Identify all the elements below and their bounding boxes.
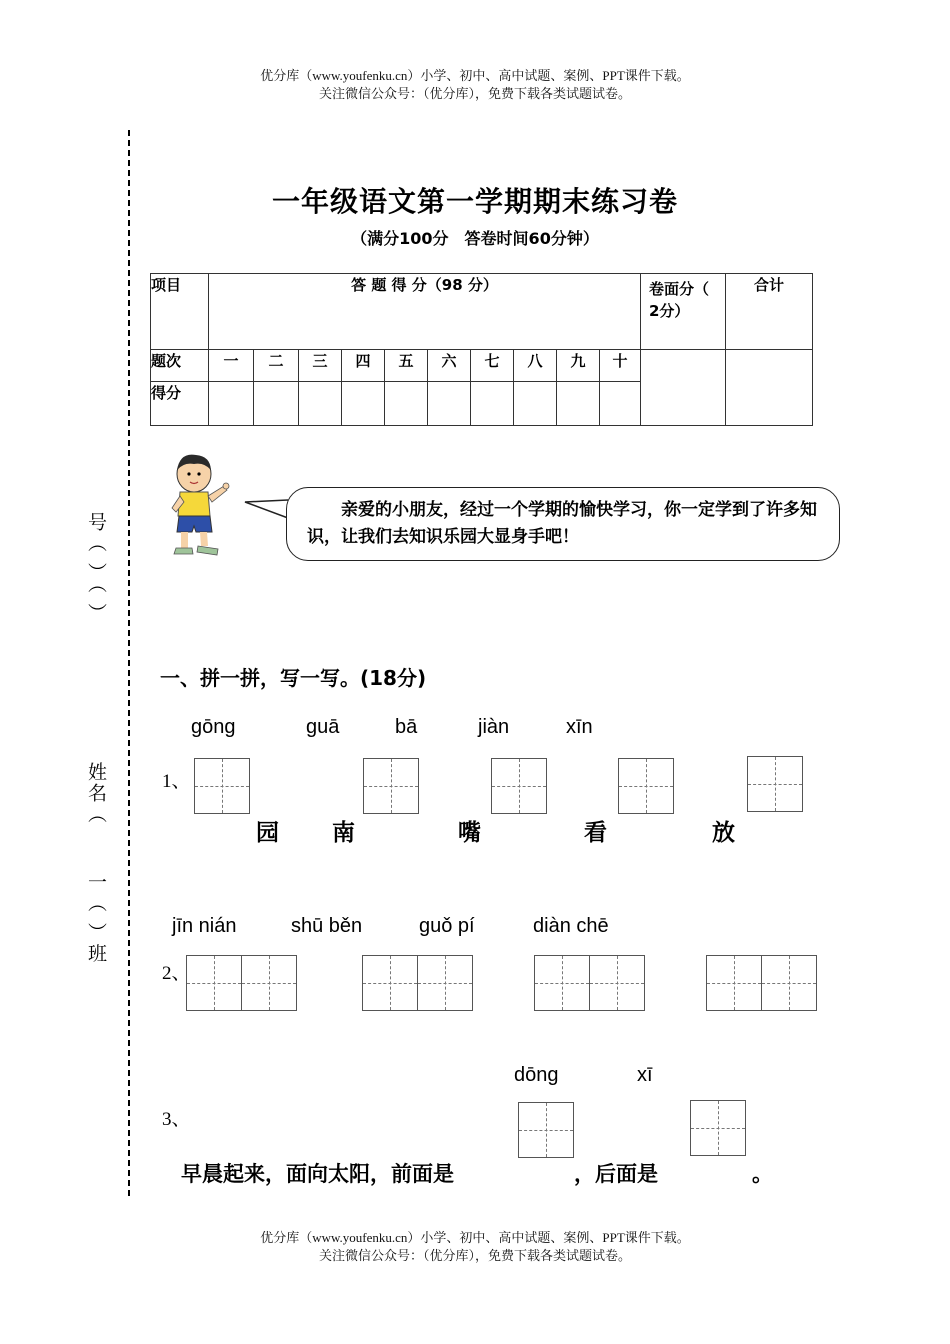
neatness-score-cell[interactable] xyxy=(641,350,726,426)
total-label: 合计 xyxy=(753,276,784,294)
writing-box[interactable] xyxy=(241,955,297,1011)
q3-pinyin-2: xī xyxy=(637,1064,653,1086)
q3-sentence-end: 。 xyxy=(752,1162,773,1186)
neatness-label: 卷面分（ 2分） xyxy=(649,280,725,320)
question-no-5: 五 xyxy=(385,350,428,382)
score-cell[interactable] xyxy=(385,382,428,426)
score-cell[interactable] xyxy=(428,382,471,426)
question-no-10: 十 xyxy=(600,350,641,382)
writing-box[interactable] xyxy=(186,955,242,1011)
item-label-cell xyxy=(151,274,209,350)
footer-line-2: 关注微信公众号：（优分库），免费下载各类试题试卷。 xyxy=(318,1248,631,1263)
boy-illustration-icon xyxy=(168,450,238,562)
score-cell[interactable] xyxy=(600,382,641,426)
answer-score-header xyxy=(209,274,641,350)
writing-box[interactable] xyxy=(747,756,803,812)
writing-box[interactable] xyxy=(362,955,418,1011)
total-header xyxy=(726,274,813,350)
answer-score-label: 答 题 得 分（98 分） xyxy=(351,276,498,294)
q2-number: 2、 xyxy=(162,963,191,984)
score-table xyxy=(150,273,813,426)
sidebar-student-name: 姓名（ xyxy=(85,762,107,825)
score-cell[interactable] xyxy=(514,382,557,426)
q1-char-5: 放 xyxy=(712,820,735,846)
q1-pinyin-3: bā xyxy=(395,716,418,738)
question-no-3: 三 xyxy=(299,350,342,382)
q2-pinyin-4: diàn chē xyxy=(533,915,609,937)
q3-sentence-part-2: ，后面是 xyxy=(574,1162,658,1186)
q3-number: 3、 xyxy=(162,1109,191,1130)
sidebar-class: 一（ ）班 xyxy=(85,872,107,965)
q1-pinyin-1: gōng xyxy=(191,716,236,738)
writing-box[interactable] xyxy=(706,955,762,1011)
footer-line-1: 优分库（www.youfenku.cn）小学、初中、高中试题、案例、PPT课件下载。 xyxy=(260,1230,690,1245)
q1-pinyin-2: guā xyxy=(306,716,340,738)
score-label: 得分 xyxy=(151,384,182,402)
sidebar-student-number: 号（ ）（ ） xyxy=(85,512,107,624)
question-no-7: 七 xyxy=(471,350,514,382)
score-label-cell xyxy=(151,382,209,426)
q3-pinyin-1: dōng xyxy=(514,1064,559,1086)
question-no-4: 四 xyxy=(342,350,385,382)
writing-box[interactable] xyxy=(690,1100,746,1156)
writing-box[interactable] xyxy=(589,955,645,1011)
bubble-tail-icon xyxy=(244,494,290,524)
question-label: 题次 xyxy=(151,352,182,370)
q1-char-1: 园 xyxy=(256,820,279,846)
score-cell[interactable] xyxy=(342,382,385,426)
q1-pinyin-4: jiàn xyxy=(478,716,510,738)
score-cell[interactable] xyxy=(299,382,342,426)
header-line-1: 优分库（www.youfenku.cn）小学、初中、高中试题、案例、PPT课件下载。 xyxy=(260,68,690,83)
writing-box[interactable] xyxy=(534,955,590,1011)
writing-box[interactable] xyxy=(491,758,547,814)
total-score-cell[interactable] xyxy=(726,350,813,426)
page-title: 一年级语文第一学期期末练习卷 xyxy=(271,185,678,218)
bubble-text: 亲爱的小朋友，经过一个学期的愉快学习，你一定学到了许多知识，让我们去知识乐园大显身手吧！ xyxy=(307,500,817,547)
score-cell[interactable] xyxy=(557,382,600,426)
question-no-9: 九 xyxy=(557,350,600,382)
writing-box[interactable] xyxy=(761,955,817,1011)
q3-sentence-part-1: 早晨起来，面向太阳，前面是 xyxy=(181,1162,454,1186)
q1-char-2: 南 xyxy=(332,820,355,846)
score-cell[interactable] xyxy=(209,382,254,426)
question-no-1: 一 xyxy=(209,350,254,382)
q1-number: 1、 xyxy=(162,771,191,792)
binding-dashed-line xyxy=(128,130,130,1196)
question-no-2: 二 xyxy=(254,350,299,382)
header-line-2: 关注微信公众号：（优分库），免费下载各类试题试卷。 xyxy=(318,86,631,101)
writing-box[interactable] xyxy=(417,955,473,1011)
q2-pinyin-3: guǒ pí xyxy=(419,915,475,937)
question-no-8: 八 xyxy=(514,350,557,382)
writing-box[interactable] xyxy=(618,758,674,814)
speech-bubble xyxy=(286,487,840,561)
neatness-score-header xyxy=(641,274,726,350)
q1-char-3: 嘴 xyxy=(458,820,481,846)
q1-char-4: 看 xyxy=(584,820,607,846)
question-label-cell xyxy=(151,350,209,382)
writing-box[interactable] xyxy=(518,1102,574,1158)
score-cell[interactable] xyxy=(471,382,514,426)
question-no-6: 六 xyxy=(428,350,471,382)
page-subtitle: （满分100分 答卷时间60分钟） xyxy=(351,229,599,248)
score-cell[interactable] xyxy=(254,382,299,426)
writing-box[interactable] xyxy=(363,758,419,814)
q1-pinyin-5: xīn xyxy=(566,716,593,738)
q2-pinyin-2: shū běn xyxy=(291,915,363,937)
q2-pinyin-1: jīn nián xyxy=(172,915,237,937)
writing-box[interactable] xyxy=(194,758,250,814)
item-label: 项目 xyxy=(151,276,182,294)
section-1-heading: 一、拼一拼，写一写。(18分) xyxy=(160,666,427,690)
